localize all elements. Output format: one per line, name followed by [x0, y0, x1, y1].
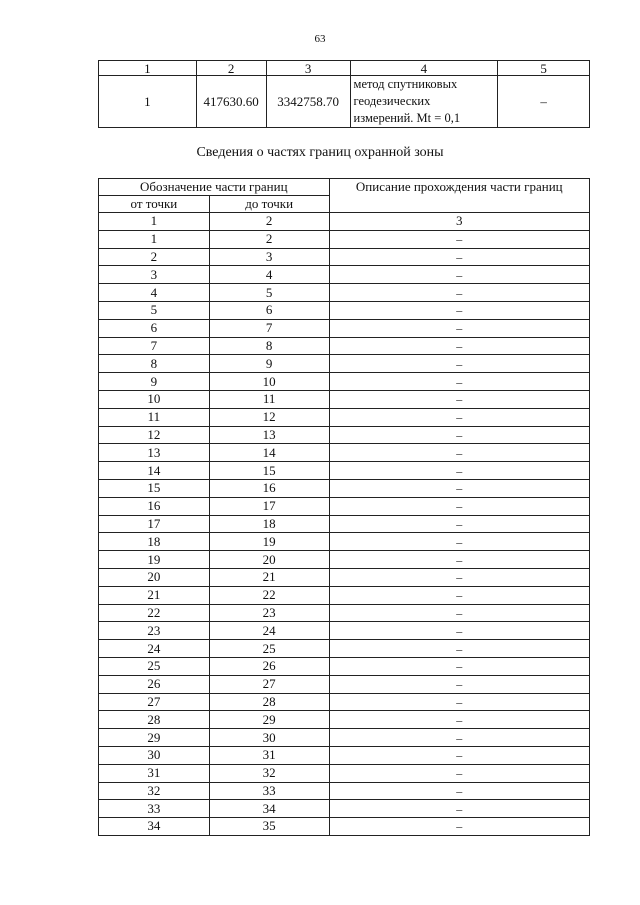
- from-point-cell: 2: [99, 248, 210, 266]
- from-point-cell: 11: [99, 408, 210, 426]
- to-point-cell: 18: [209, 515, 329, 533]
- table-row: [99, 604, 590, 622]
- to-point-cell: 9: [209, 355, 329, 373]
- table-row: [99, 266, 590, 284]
- table-row: [99, 551, 590, 569]
- to-point-cell: 34: [209, 800, 329, 818]
- table-row: [99, 284, 590, 302]
- description-cell: –: [329, 533, 589, 551]
- description-cell: –: [329, 764, 589, 782]
- section-title: Сведения о частях границ охранной зоны: [196, 145, 444, 160]
- from-point-cell: 20: [99, 568, 210, 586]
- table-row: [99, 355, 590, 373]
- description-cell: –: [329, 408, 589, 426]
- point-number-cell: 1: [99, 76, 197, 128]
- to-point-cell: 21: [209, 568, 329, 586]
- to-point-cell: 7: [209, 319, 329, 337]
- from-point-cell: 6: [99, 319, 210, 337]
- to-point-cell: 25: [209, 640, 329, 658]
- table-row: [99, 479, 590, 497]
- from-point-cell: 3: [99, 266, 210, 284]
- description-cell: –: [329, 497, 589, 515]
- from-point-cell: 32: [99, 782, 210, 800]
- to-point-cell: 30: [209, 729, 329, 747]
- to-point-cell: 26: [209, 657, 329, 675]
- to-point-cell: 32: [209, 764, 329, 782]
- to-point-cell: 11: [209, 390, 329, 408]
- to-point-cell: 23: [209, 604, 329, 622]
- from-point-cell: 1: [99, 230, 210, 248]
- description-cell: –: [329, 444, 589, 462]
- description-cell: –: [329, 657, 589, 675]
- to-point-cell: 8: [209, 337, 329, 355]
- to-point-cell: 29: [209, 711, 329, 729]
- description-cell: –: [329, 711, 589, 729]
- from-point-cell: 9: [99, 373, 210, 391]
- from-point-cell: 27: [99, 693, 210, 711]
- table-row: [99, 248, 590, 266]
- to-point-cell: 2: [209, 230, 329, 248]
- to-point-cell: 10: [209, 373, 329, 391]
- method-line: метод спутниковых: [353, 77, 458, 91]
- table-row: [99, 782, 590, 800]
- col-header-1: 1: [99, 61, 197, 76]
- coordinates-header-row: [99, 61, 590, 76]
- description-cell: –: [329, 604, 589, 622]
- to-point-cell: 14: [209, 444, 329, 462]
- to-point-cell: 2: [209, 213, 329, 231]
- table-row: [99, 533, 590, 551]
- col-header-4: 4: [350, 61, 498, 76]
- from-point-cell: 25: [99, 657, 210, 675]
- description-cell: –: [329, 515, 589, 533]
- description-cell: –: [329, 337, 589, 355]
- to-point-cell: 33: [209, 782, 329, 800]
- from-point-cell: 28: [99, 711, 210, 729]
- page-number: 63: [314, 33, 326, 45]
- description-cell: –: [329, 746, 589, 764]
- header-from-point: от точки: [99, 196, 210, 213]
- table-row: [99, 301, 590, 319]
- description-cell: –: [498, 76, 590, 128]
- from-point-cell: 10: [99, 390, 210, 408]
- description-cell: –: [329, 248, 589, 266]
- from-point-cell: 26: [99, 675, 210, 693]
- table-row: [99, 337, 590, 355]
- description-cell: –: [329, 818, 589, 836]
- description-cell: –: [329, 551, 589, 569]
- from-point-cell: 29: [99, 729, 210, 747]
- from-point-cell: 8: [99, 355, 210, 373]
- from-point-cell: 12: [99, 426, 210, 444]
- table-row: [99, 213, 590, 231]
- from-point-cell: 21: [99, 586, 210, 604]
- from-point-cell: 14: [99, 462, 210, 480]
- to-point-cell: 27: [209, 675, 329, 693]
- from-point-cell: 17: [99, 515, 210, 533]
- description-cell: –: [329, 230, 589, 248]
- header-description: Описание прохождения части границ: [329, 179, 589, 213]
- to-point-cell: 28: [209, 693, 329, 711]
- table-row: [99, 586, 590, 604]
- to-point-cell: 24: [209, 622, 329, 640]
- description-cell: –: [329, 479, 589, 497]
- description-cell: –: [329, 800, 589, 818]
- description-cell: –: [329, 355, 589, 373]
- table-row: [99, 373, 590, 391]
- description-cell: –: [329, 729, 589, 747]
- method-line: измерений. Mt = 0,1: [353, 111, 461, 125]
- from-point-cell: 5: [99, 301, 210, 319]
- table-row: [99, 764, 590, 782]
- to-point-cell: 20: [209, 551, 329, 569]
- from-point-cell: 34: [99, 818, 210, 836]
- from-point-cell: 1: [99, 213, 210, 231]
- description-cell: –: [329, 675, 589, 693]
- from-point-cell: 33: [99, 800, 210, 818]
- header-part-designation: Обозначение части границ: [99, 179, 330, 196]
- from-point-cell: 22: [99, 604, 210, 622]
- table-row: [99, 818, 590, 836]
- to-point-cell: 35: [209, 818, 329, 836]
- from-point-cell: 4: [99, 284, 210, 302]
- col-header-3: 3: [266, 61, 350, 76]
- to-point-cell: 16: [209, 479, 329, 497]
- method-line: геодезических: [353, 94, 431, 108]
- to-point-cell: 13: [209, 426, 329, 444]
- description-cell: –: [329, 640, 589, 658]
- to-point-cell: 12: [209, 408, 329, 426]
- to-point-cell: 31: [209, 746, 329, 764]
- from-point-cell: 13: [99, 444, 210, 462]
- description-cell: –: [329, 622, 589, 640]
- description-cell: –: [329, 266, 589, 284]
- description-cell: –: [329, 426, 589, 444]
- table-row: [99, 746, 590, 764]
- method-cell: [350, 76, 498, 128]
- from-point-cell: 31: [99, 764, 210, 782]
- description-cell: –: [329, 373, 589, 391]
- to-point-cell: 4: [209, 266, 329, 284]
- y-coordinate-cell: 3342758.70: [266, 76, 350, 128]
- table-row: [99, 497, 590, 515]
- table-row: [99, 230, 590, 248]
- from-point-cell: 30: [99, 746, 210, 764]
- table-row: [99, 408, 590, 426]
- table-row: [99, 675, 590, 693]
- from-point-cell: 15: [99, 479, 210, 497]
- to-point-cell: 17: [209, 497, 329, 515]
- description-cell: –: [329, 462, 589, 480]
- col-header-2: 2: [196, 61, 266, 76]
- table-row: [99, 444, 590, 462]
- from-point-cell: 16: [99, 497, 210, 515]
- description-cell: –: [329, 319, 589, 337]
- coordinates-table: [98, 60, 590, 128]
- from-point-cell: 7: [99, 337, 210, 355]
- col-header-5: 5: [498, 61, 590, 76]
- header-to-point: до точки: [209, 196, 329, 213]
- table-row: [99, 729, 590, 747]
- table-row: [99, 693, 590, 711]
- table-row: [99, 568, 590, 586]
- from-point-cell: 19: [99, 551, 210, 569]
- from-point-cell: 18: [99, 533, 210, 551]
- description-cell: –: [329, 586, 589, 604]
- header-row: [99, 179, 590, 196]
- to-point-cell: 3: [209, 248, 329, 266]
- table-row: [99, 800, 590, 818]
- table-row: [99, 462, 590, 480]
- table-row: [99, 390, 590, 408]
- to-point-cell: 6: [209, 301, 329, 319]
- table-row: [99, 319, 590, 337]
- x-coordinate-cell: 417630.60: [196, 76, 266, 128]
- description-cell: –: [329, 782, 589, 800]
- description-cell: 3: [329, 213, 589, 231]
- coordinates-data-row: [99, 76, 590, 128]
- description-cell: –: [329, 390, 589, 408]
- table-row: [99, 640, 590, 658]
- table-row: [99, 711, 590, 729]
- table-row: [99, 515, 590, 533]
- description-cell: –: [329, 693, 589, 711]
- from-point-cell: 24: [99, 640, 210, 658]
- from-point-cell: 23: [99, 622, 210, 640]
- description-cell: –: [329, 301, 589, 319]
- to-point-cell: 5: [209, 284, 329, 302]
- table-row: [99, 622, 590, 640]
- table-row: [99, 657, 590, 675]
- boundary-parts-table: [98, 178, 590, 836]
- description-cell: –: [329, 284, 589, 302]
- description-cell: –: [329, 568, 589, 586]
- to-point-cell: 15: [209, 462, 329, 480]
- table-row: [99, 426, 590, 444]
- to-point-cell: 19: [209, 533, 329, 551]
- to-point-cell: 22: [209, 586, 329, 604]
